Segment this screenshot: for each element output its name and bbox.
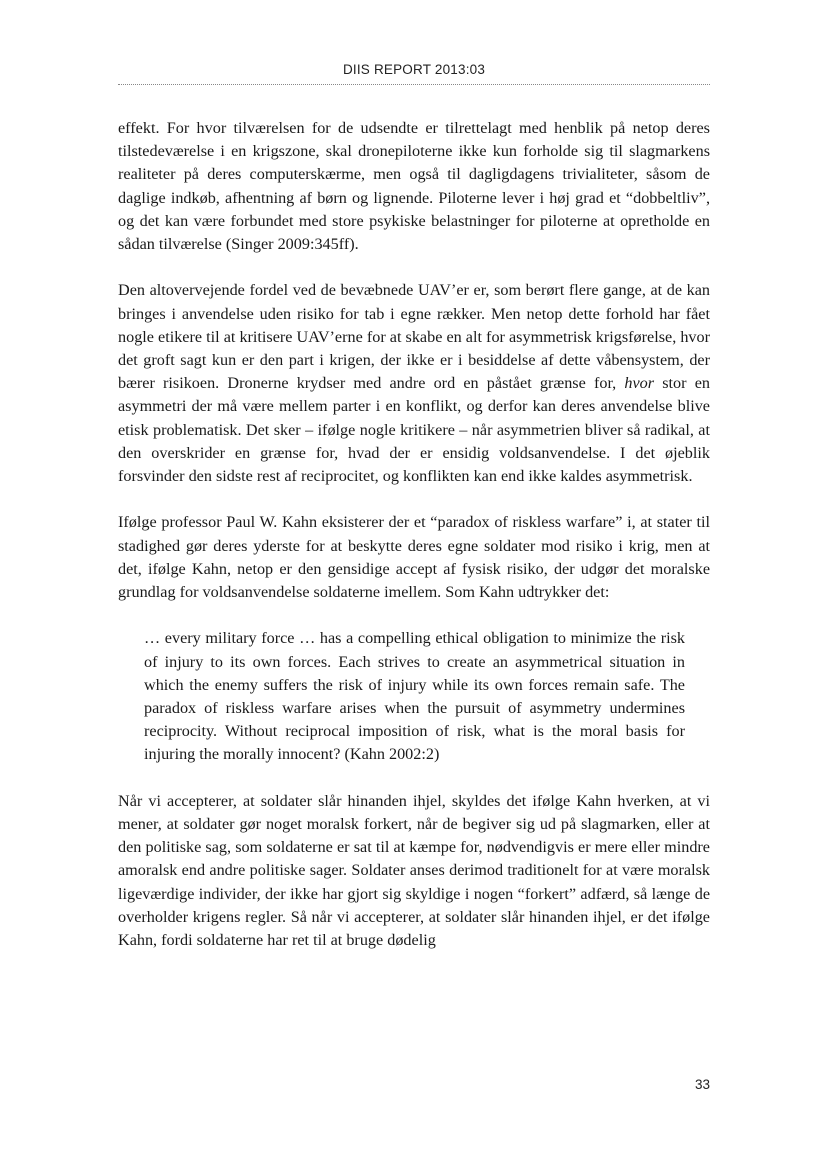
- page-number: 33: [694, 1077, 710, 1092]
- running-header: DIIS REPORT 2013:03: [342, 62, 486, 77]
- paragraph-asymmetry-start: Den altovervejende fordel ved de bevæbnede UAV’er er, som berørt flere gange, at de kan bringes i anvendelse uden risiko for tab i egne rækker. Men netop dette forhold har fået nogle etikere til at kritisere UAV’erne for at skabe en alt for asymmetrisk krigsførelse, hvor det groft sagt kun er den part i krigen, der ikke er i besiddelse af dette våbensystem, der bærer risikoen. Dronerne krydser med andre ord en påstået grænse for,: [118, 281, 710, 393]
- paragraph-kahn-intro: Ifølge professor Paul W. Kahn eksisterer der et “paradox of riskless warfare” i, at stater til stadighed gør deres yderste for at beskytte deres egne soldater mod risiko i krig, men at det, ifølge Kahn, netop er den gensidige accept af fysisk risiko, der udgør det moralske grundlag for voldsanvendelse soldaterne imellem. Som Kahn udtrykker det:: [118, 513, 710, 602]
- paragraph-drone-pilots: effekt. For hvor tilværelsen for de udsendte er tilrettelagt med henblik på netop deres tilstedeværelse i en krigszone, skal dronepiloterne ikke kun forholde sig til slagmarkens realiteter på deres computerskærme, men også til dagligdagens trivialiteter, såsom de daglige indkøb, afhentning af børn og lignende. Piloterne lever i høj grad et “dobbeltliv”, og det kan være forbundet med store psykiske belastninger for piloterne at opretholde en sådan tilværelse (Singer 2009:345ff).: [118, 119, 710, 254]
- body-text: [118, 117, 710, 975]
- paragraph-closing: Når vi accepterer, at soldater slår hinanden ihjel, skyldes det ifølge Kahn hverken, at vi mener, at soldater gør noget moralsk forkert, når de begiver sig ud på slagmarken, eller at den politiske sag, som soldaterne er sat til at kæmpe for, nødvendigvis er mere eller mindre amoralsk end andre politiske sager. Soldater anses derimod traditionelt for at være moralsk ligeværdige individer, der ikke har gjort sig skyldige i nogen “forkert” adfærd, så længe de overholder krigens regler. Så når vi accepterer, at soldater slår hinanden ihjel, er det ifølge Kahn, fordi soldaterne har ret til at bruge dødelig: [118, 791, 710, 950]
- header-divider: [118, 84, 710, 85]
- paragraph-asymmetry: [118, 279, 710, 488]
- emphasis-hvor: hvor: [624, 374, 655, 393]
- block-quote-kahn: … every military force … has a compelling ethical obligation to minimize the risk of injury to its own forces. Each strives to create an asymmetrical situation in which the enemy suffers the risk of injury while its own forces remain safe. The paradox of riskless warfare arises when the pursuit of asymmetry undermines reciprocity. Without reciprocal imposition of risk, what is the moral basis for injuring the morally innocent? (Kahn 2002:2): [144, 629, 685, 764]
- paragraph-asymmetry-end: stor en asymmetri der må være mellem parter i en konflikt, og derfor kan deres anvendelse blive etisk problematisk. Det sker – ifølge nogle kritikere – når asymmetrien bliver så radikal, at den overskrider en grænse for, hvad der er ensidig voldsanvendelse. I det øjeblik forsvinder den sidste rest af reciprocitet, og konflikten kan end ikke kaldes asymmetrisk.: [118, 374, 710, 486]
